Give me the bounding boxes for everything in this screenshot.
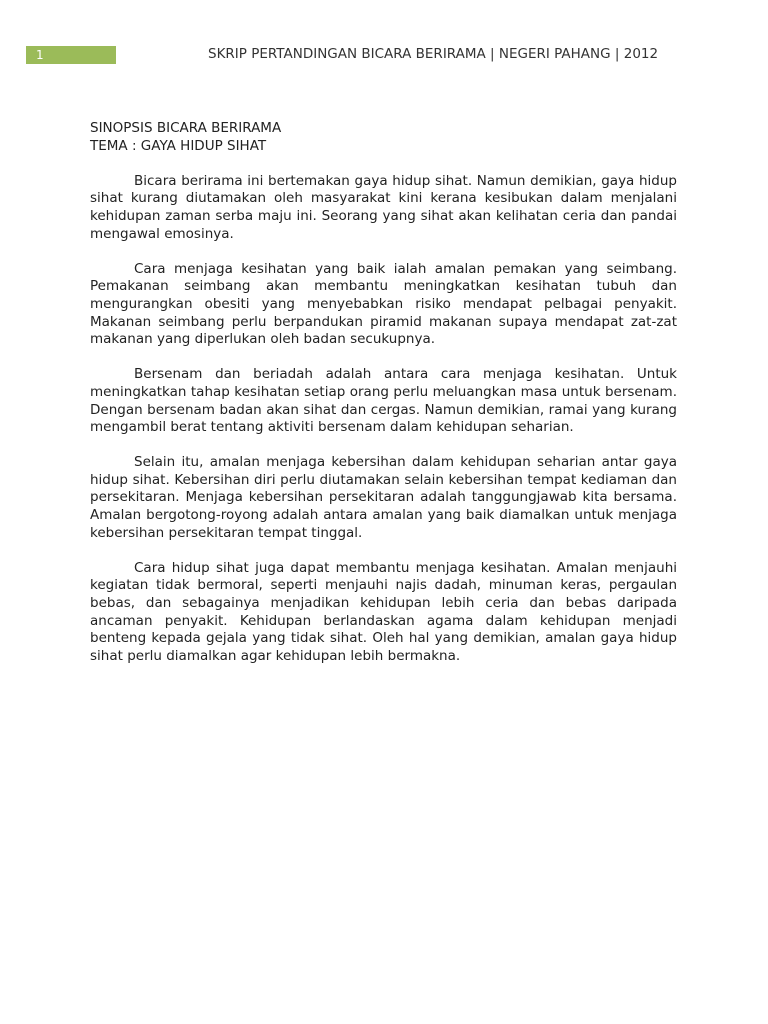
paragraph-5: Cara hidup sihat juga dapat membantu menjaga kesihatan. Amalan menjauhi kegiatan tidak bermoral, seperti menjauhi najis dadah, minuman keras, pergaulan bebas, dan sebagainya menjadikan kehidupan lebih ceria dan bebas daripada ancaman penyakit. Kehidupan berlandaskan agama dalam kehidupan menjadi benteng kepada gejala yang tidak sihat. Oleh hal yang demikian, amalan gaya hidup sihat perlu diamalkan agar kehidupan lebih bermakna.	[90, 559, 677, 664]
synopsis-heading: SINOPSIS BICARA BERIRAMA	[90, 120, 282, 136]
theme-heading: TEMA : GAYA HIDUP SIHAT	[90, 137, 267, 154]
paragraph-2: Cara menjaga kesihatan yang baik ialah amalan pemakan yang seimbang. Pemakanan seimbang akan membantu meningkatkan kesihatan tubuh dan mengurangkan obesiti yang menyebabkan risiko mendapat pelbagai penyakit. Makanan seimbang perlu berpandukan piramid makanan supaya mendapat zat-zat makanan yang diperlukan oleh badan secukupnya.	[90, 260, 677, 348]
paragraph-3: Bersenam dan beriadah adalah antara cara menjaga kesihatan. Untuk meningkatkan tahap kesihatan setiap orang perlu meluangkan masa untuk bersenam. Dengan bersenam badan akan sihat dan cergas. Namun demikian, ramai yang kurang mengambil berat tentang aktiviti bersenam dalam kehidupan seharian.	[90, 366, 677, 436]
page-number-badge: 1	[26, 46, 116, 64]
document-body	[90, 120, 677, 683]
paragraph-1: Bicara berirama ini bertemakan gaya hidup sihat. Namun demikian, gaya hidup sihat kurang diutamakan oleh masyarakat kini kerana kesibukan dalam menjalani kehidupan zaman serba maju ini. Seorang yang sihat akan kelihatan ceria dan pandai mengawal emosinya.	[90, 172, 677, 242]
paragraph-4: Selain itu, amalan menjaga kebersihan dalam kehidupan seharian antar gaya hidup sihat. Kebersihan diri perlu diutamakan selain kebersihan tempat kediaman dan persekitaran. Menjaga kebersihan persekitaran adalah tanggungjawab kita bersama. Amalan bergotong-royong adalah antara amalan yang baik diamalkan untuk menjaga kebersihan persekitaran tempat tinggal.	[90, 454, 677, 541]
header-title: SKRIP PERTANDINGAN BICARA BERIRAMA | NEGERI PAHANG | 2012	[208, 46, 659, 62]
heading-block	[90, 120, 677, 155]
